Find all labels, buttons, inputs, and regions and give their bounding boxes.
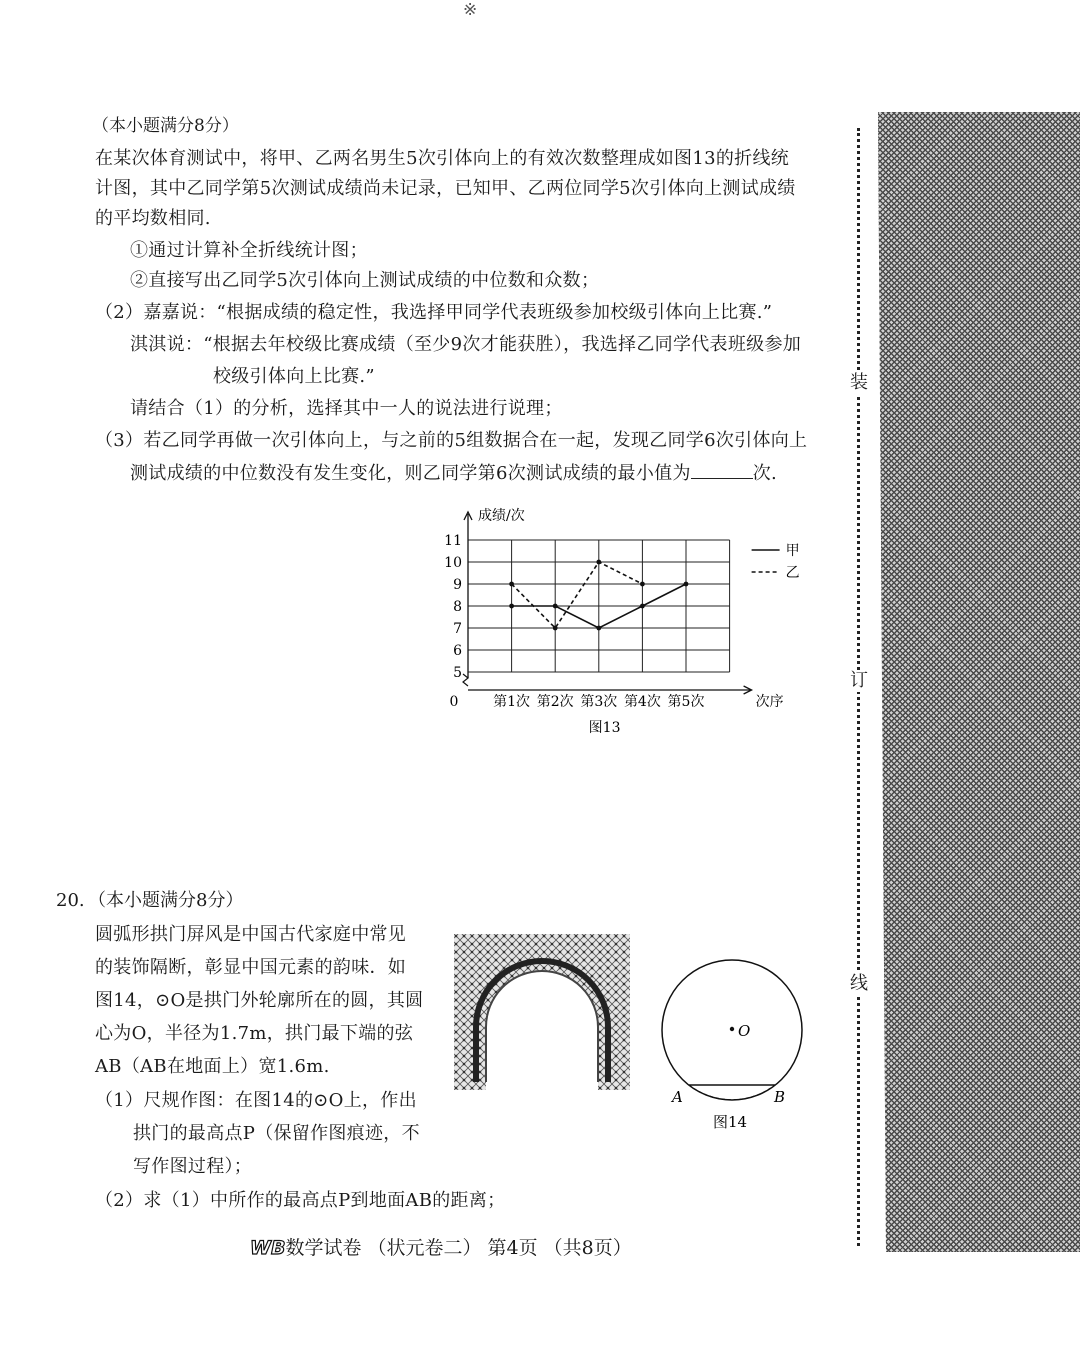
x-tick-label: 第3次 (580, 694, 618, 710)
legend-label: 乙 (785, 565, 800, 581)
x-tick-label: 第5次 (667, 694, 705, 710)
q20-part1-line-1: （1）尺规作图：在图14的⊙O上，作出 (95, 1090, 417, 1111)
y-tick-label: 8 (453, 599, 462, 615)
q20-stem-line-2: 的装饰隔断，彰显中国元素的韵味．如 (95, 957, 407, 978)
point-b-label: B (774, 1088, 786, 1106)
q19-header: （本小题满分8分） (92, 116, 239, 136)
q20-stem-line-5: AB（AB在地面上）宽1.6m. (95, 1056, 330, 1077)
x-axis-title: 次序 (755, 694, 784, 710)
figure-14-circle (650, 950, 820, 1140)
data-point-甲 (640, 604, 645, 609)
q20-stem-line-4: 心为O，半径为1.7m，拱门最下端的弦 (95, 1023, 414, 1044)
q20-stem-line-1: 圆弧形拱门屏风是中国古代家庭中常见 (95, 924, 407, 945)
q19-part1-item1: ①通过计算补全折线统计图； (130, 240, 368, 261)
binding-label-xian: 线 (850, 973, 868, 994)
q20-part1-line-3: 写作图过程）； (133, 1156, 253, 1177)
q19-part2-jiajia: （2）嘉嘉说：“根据成绩的稳定性，我选择甲同学代表班级参加校级引体向上比赛.” (95, 302, 773, 323)
data-point-乙 (553, 626, 558, 631)
data-point-乙 (596, 560, 601, 565)
binding-hatch (878, 112, 1080, 1252)
chart-axes (463, 512, 752, 694)
footer (250, 1233, 632, 1260)
chart-labels (444, 507, 799, 736)
y-tick-label: 10 (444, 555, 462, 571)
data-point-甲 (684, 582, 689, 587)
y-axis-title: 成绩/次 (478, 508, 525, 524)
x-tick-label: 第2次 (536, 694, 574, 710)
arch-screen-picture (452, 932, 632, 1092)
q19-stem-line-3: 的平均数相同. (95, 208, 211, 229)
data-point-乙 (640, 582, 645, 587)
data-point-甲 (509, 604, 514, 609)
axis-break-mark (463, 674, 468, 686)
chart-title: 图13 (588, 720, 621, 736)
answer-blank[interactable] (691, 462, 753, 479)
footer-text: 数学试卷 （状元卷二） 第4页 （共8页） (285, 1237, 632, 1259)
figure-14-caption: 图14 (713, 1113, 748, 1131)
binding-label-zhuang: 装 (850, 372, 868, 393)
q19-part3-line2-text: 测试成绩的中位数没有发生变化，则乙同学第6次测试成绩的最小值为 (130, 463, 691, 484)
y-tick-label: 7 (453, 621, 462, 637)
figure-13-line-chart (440, 500, 800, 750)
q19-stem-line-2: 计图，其中乙同学第5次测试成绩尚未记录，已知甲、乙两位同学5次引体向上测试成绩 (95, 178, 796, 199)
series-line-乙 (512, 562, 643, 628)
q19-part2-prompt: 请结合（1）的分析，选择其中一人的说法进行说理； (130, 398, 563, 419)
point-a-label: A (672, 1088, 683, 1106)
footer-logo: WB (250, 1237, 286, 1259)
q19-part1-item2: ②直接写出乙同学5次引体向上测试成绩的中位数和众数； (130, 270, 600, 291)
center-point (730, 1027, 734, 1031)
x-tick-label: 第1次 (493, 694, 531, 710)
q19-stem-line-1: 在某次体育测试中，将甲、乙两名男生5次引体向上的有效次数整理成如图13的折线统 (95, 148, 790, 169)
q19-part2-qiqi-line1: 淇淇说：“根据去年校级比赛成绩（至少9次才能获胜），我选择乙同学代表班级参加 (130, 334, 802, 355)
binding-label-ding: 订 (850, 670, 868, 691)
y-tick-label: 5 (453, 665, 462, 681)
q20-stem-line-3: 图14，⊙O是拱门外轮廓所在的圆，其圆 (95, 990, 424, 1011)
origin-label: 0 (449, 694, 459, 710)
data-point-甲 (553, 604, 558, 609)
q20-number: 20. (56, 890, 85, 911)
y-tick-label: 6 (453, 643, 462, 659)
y-tick-label: 11 (444, 533, 462, 549)
top-mark: ※ (463, 0, 478, 20)
q19-part2-qiqi-line2: 校级引体向上比赛.” (213, 366, 375, 387)
x-tick-label: 第4次 (623, 694, 661, 710)
center-label: O (738, 1022, 751, 1040)
data-point-甲 (596, 626, 601, 631)
data-point-乙 (509, 582, 514, 587)
q20-part2: （2）求（1）中所作的最高点P到地面AB的距离； (95, 1190, 506, 1211)
q19-part3-line2 (130, 462, 777, 485)
q19-part3-line2-end: 次. (752, 463, 778, 484)
q20-header: （本小题满分8分） (88, 890, 244, 911)
y-tick-label: 9 (453, 577, 462, 593)
q20-part1-line-2: 拱门的最高点P（保留作图痕迹，不 (133, 1123, 420, 1144)
q19-part3-line1: （3）若乙同学再做一次引体向上，与之前的5组数据合在一起，发现乙同学6次引体向上 (95, 430, 808, 451)
legend-label: 甲 (785, 543, 800, 559)
